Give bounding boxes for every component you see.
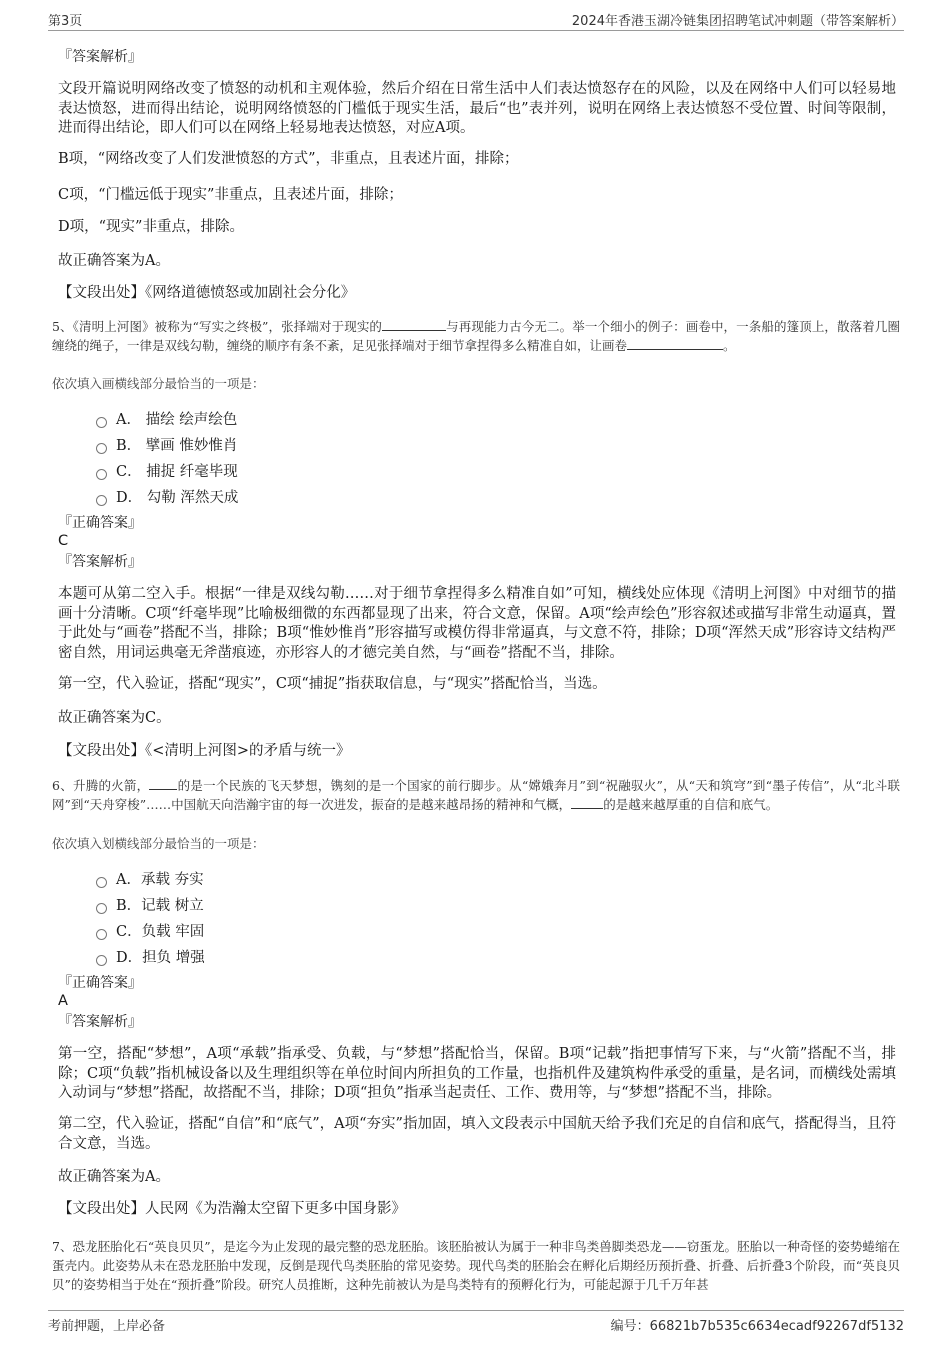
q6-option-a[interactable]: A．承载 夯实 <box>96 868 204 888</box>
q5-correct-label: 『正确答案』 <box>58 515 142 531</box>
q6-correct-answer: A <box>58 993 68 1009</box>
q6-analysis-paragraph-1: 第一空，搭配“梦想”，A项“承载”指承受、负载，与“梦想”搭配恰当，保留。B项“记载”指把事情写下来，与“火箭”搭配不当，排除；C项“负载”指机械设备以及生理组织等在单位时间内所担负的工作量，也指机件及建筑构件承受的重量，是名词，而横线处需填入动词与“梦想”搭配，故搭配不当，排除；D项“担负”指承当起责任、工作、费用等，与“梦想”搭配不当，排除。 <box>58 1046 896 1101</box>
q7-stem: 7、恐龙胚胎化石“英良贝贝”，是迄今为止发现的最完整的恐龙胚胎。该胚胎被认为属于一种非鸟类兽脚类恐龙——窃蛋龙。胚胎以一种奇怪的姿势蜷缩在蛋壳内。此姿势从未在恐龙胚胎中发现，反倒是现代鸟类胚胎的常见姿势。现代鸟类的胚胎会在孵化后期经历预折叠、折叠、后折叠3个阶段，而“英良贝贝”的姿势相当于处在“预折叠”阶段。研究人员推断，这种先前被认为是鸟类特有的预孵化行为，可能起源于几千万年甚 <box>52 1239 900 1292</box>
q4-source: 【文段出处】《网络道德愤怒或加剧社会分化》 <box>58 285 356 301</box>
q5-correct-answer: C <box>58 533 69 549</box>
q5-option-c[interactable]: C． 捕捉 纤毫毕现 <box>96 460 238 480</box>
q5-analysis-label: 『答案解析』 <box>58 554 142 570</box>
q5-source: 【文段出处】《<清明上河图>的矛盾与统一》 <box>58 743 351 759</box>
radio-icon[interactable] <box>96 929 107 940</box>
q4-analysis-paragraph-4: D项，“现实”非重点，排除。 <box>58 219 244 235</box>
q6-correct-label: 『正确答案』 <box>58 975 142 991</box>
q4-analysis-label: 『答案解析』 <box>58 49 142 65</box>
radio-icon[interactable] <box>96 417 107 428</box>
q5-analysis-paragraph-1: 本题可从第二空入手。根据“一律是双线勾勒……对于细节拿捏得多么精准自如”可知，横线处应体现《清明上河图》中对细节的描画十分清晰。C项“纤毫毕现”比喻极细微的东西都显现了出来，符合文意，保留。A项“绘声绘色”形容叙述或描写非常生动逼真，置于此处与“画卷”搭配不当，排除；B项“惟妙惟肖”形容描写或模仿得非常逼真，与文意不符，排除；D项“浑然天成”形容诗文结构严密自然，用词运典毫无斧凿痕迹，亦形容人的才德完美自然，与“画卷”搭配不当，排除。 <box>58 586 896 661</box>
q5-option-b[interactable]: B． 擘画 惟妙惟肖 <box>96 434 237 454</box>
radio-icon[interactable] <box>96 469 107 480</box>
q4-analysis-paragraph-2: B项，“网络改变了人们发泄愤怒的方式”，非重点，且表述片面，排除； <box>58 151 519 167</box>
q5-analysis-paragraph-2: 第一空，代入验证，搭配“现实”，C项“捕捉”指获取信息，与“现实”搭配恰当，当选。 <box>58 676 607 692</box>
q5-blank-1 <box>382 318 446 331</box>
q5-option-a[interactable]: A． 描绘 绘声绘色 <box>96 408 237 428</box>
page-header <box>48 8 904 31</box>
radio-icon[interactable] <box>96 955 107 966</box>
page-footer <box>48 1310 904 1333</box>
q4-conclusion: 故正确答案为A。 <box>58 253 170 269</box>
q6-conclusion: 故正确答案为A。 <box>58 1169 170 1185</box>
q5-option-d[interactable]: D． 勾勒 浑然天成 <box>96 486 238 506</box>
q4-analysis-paragraph-3: C项，“门槛远低于现实”非重点，且表述片面，排除； <box>58 187 403 203</box>
q6-blank-2 <box>571 796 603 809</box>
document-title: 2024年香港玉湖冷链集团招聘笔试冲刺题（带答案解析） <box>571 14 904 29</box>
radio-icon[interactable] <box>96 443 107 454</box>
radio-icon[interactable] <box>96 903 107 914</box>
q6-prompt: 依次填入划横线部分最恰当的一项是： <box>52 836 265 851</box>
q6-stem: 6、升腾的火箭， 的是一个民族的飞天梦想，镌刻的是一个国家的前行脚步。从“嫦娥奔月”到“祝融驭火”，从“天和筑穹”到“墨子传信”，从“北斗联网”到“天舟穿梭”……中国航天向浩瀚宇宙的每一次进发，振奋的是越来越昂扬的精神和气概， 的是越来越厚重的自信和底气。 <box>52 778 900 812</box>
radio-icon[interactable] <box>96 877 107 888</box>
radio-icon[interactable] <box>96 495 107 506</box>
q4-analysis-paragraph-1: 文段开篇说明网络改变了愤怒的动机和主观体验，然后介绍在日常生活中人们表达愤怒存在的风险，以及在网络中人们可以轻易地表达愤怒，进而得出结论，说明网络愤怒的门槛低于现实生活，最后“也”表并列，说明在网络上表达愤怒不受位置、时间等限制，进而得出结论，即人们可以在网络上轻易地表达愤怒，对应A项。 <box>58 81 896 136</box>
document-id: 编号：66821b7b535c6634ecadf92267df5132 <box>610 1319 904 1334</box>
q5-stem: 5、《清明上河图》被称为“写实之终极”，张择端对于现实的 与再现能力古今无二。举一个细小的例子：画卷中，一条船的篷顶上，散落着几圈缠绕的绳子，一律是双线勾勒，缠绕的顺序有条不紊，足见张择端对于细节拿捏得多么精准自如，让画卷 。 <box>52 319 900 353</box>
q6-analysis-paragraph-2: 第二空，代入验证，搭配“自信”和“底气”，A项“夯实”指加固，填入文段表示中国航天给予我们充足的自信和底气，搭配得当，且符合文意，当选。 <box>58 1116 896 1152</box>
q5-conclusion: 故正确答案为C。 <box>58 710 171 726</box>
footer-slogan: 考前押题，上岸必备 <box>48 1319 166 1334</box>
q5-prompt: 依次填入画横线部分最恰当的一项是： <box>52 376 265 391</box>
page-number: 第3页 <box>48 14 83 29</box>
q6-option-b[interactable]: B．记载 树立 <box>96 894 204 914</box>
q6-source: 【文段出处】人民网《为浩瀚太空留下更多中国身影》 <box>58 1201 406 1217</box>
q6-option-c[interactable]: C．负载 牢固 <box>96 920 204 940</box>
q6-blank-1 <box>149 777 177 790</box>
q6-analysis-label: 『答案解析』 <box>58 1014 142 1030</box>
q6-option-d[interactable]: D．担负 增强 <box>96 946 205 966</box>
q5-blank-2 <box>627 337 723 350</box>
